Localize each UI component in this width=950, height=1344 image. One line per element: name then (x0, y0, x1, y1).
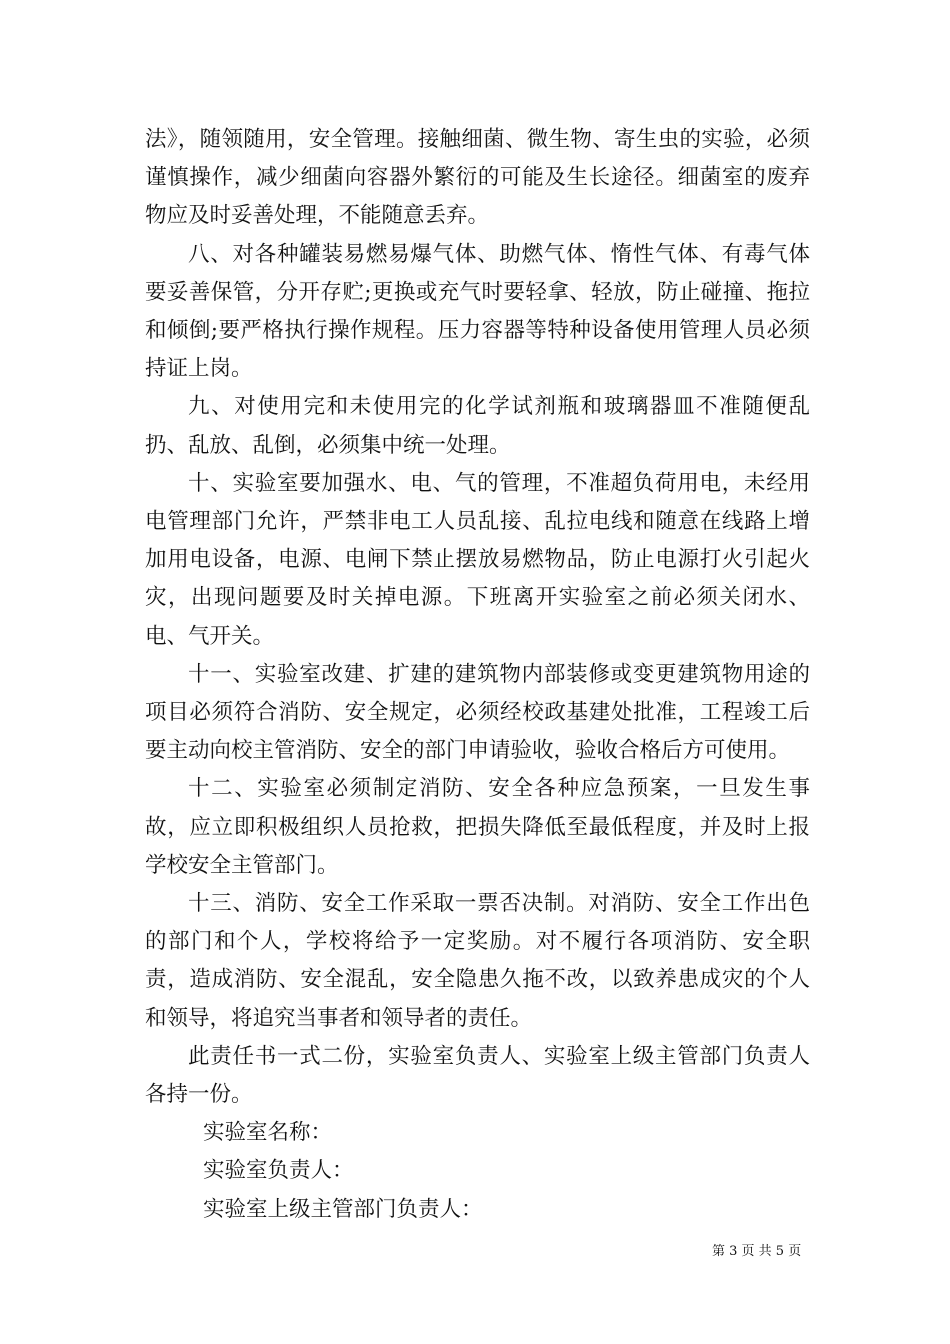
paragraph-item-9: 九、对使用完和未使用完的化学试剂瓶和玻璃器皿不准随便乱扔、乱放、乱倒，必须集中统一处理。 (145, 394, 810, 458)
paragraph-copies-note: 此责任书一式二份，实验室负责人、实验室上级主管部门负责人各持一份。 (145, 1043, 810, 1108)
document-body (145, 121, 810, 1229)
paragraph-item-11: 十一、实验室改建、扩建的建筑物内部装修或变更建筑物用途的项目必须符合消防、安全规定，必须经校政基建处批准，工程竣工后要主动向校主管消防、安全的部门申请验收，验收合格后方可使用。 (145, 661, 810, 764)
paragraph-item-8: 八、对各种罐装易燃易爆气体、助燃气体、惰性气体、有毒气体要妥善保管，分开存贮;更换或充气时要轻拿、轻放，防止碰撞、拖拉和倾倒;要严格执行操作规程。压力容器等特种设备使用管理人员必须持证上岗。 (145, 241, 810, 382)
page-number: 第 3 页 共 5 页 (712, 1244, 802, 1259)
signature-lab-head: 实验室负责人： (203, 1158, 354, 1184)
paragraph-continued: 法》，随领随用，安全管理。接触细菌、微生物、寄生虫的实验，必须谨慎操作，减少细菌向容器外繁衍的可能及生长途径。细菌室的废弃物应及时妥善处理，不能随意丢弃。 (145, 127, 810, 229)
signature-supervisor-head: 实验室上级主管部门负责人： (203, 1196, 483, 1222)
paragraph-item-13: 十三、消防、安全工作采取一票否决制。对消防、安全工作出色的部门和个人，学校将给予一定奖励。对不履行各项消防、安全职责，造成消防、安全混乱，安全隐患久拖不改，以致养患成灾的个人和领导，将追究当事者和领导者的责任。 (145, 891, 810, 1031)
paragraph-item-12: 十二、实验室必须制定消防、安全各种应急预案，一旦发生事故，应立即积极组织人员抢救，把损失降低至最低程度，并及时上报学校安全主管部门。 (145, 776, 810, 878)
signature-lab-name: 实验室名称： (203, 1120, 333, 1146)
paragraph-item-10: 十、实验室要加强水、电、气的管理，不准超负荷用电，未经用电管理部门允许，严禁非电工人员乱接、乱拉电线和随意在线路上增加用电设备，电源、电闸下禁止摆放易燃物品，防止电源打火引起火灾，出现问题要及时关掉电源。下班离开实验室之前必须关闭水、电、气开关。 (145, 470, 810, 649)
